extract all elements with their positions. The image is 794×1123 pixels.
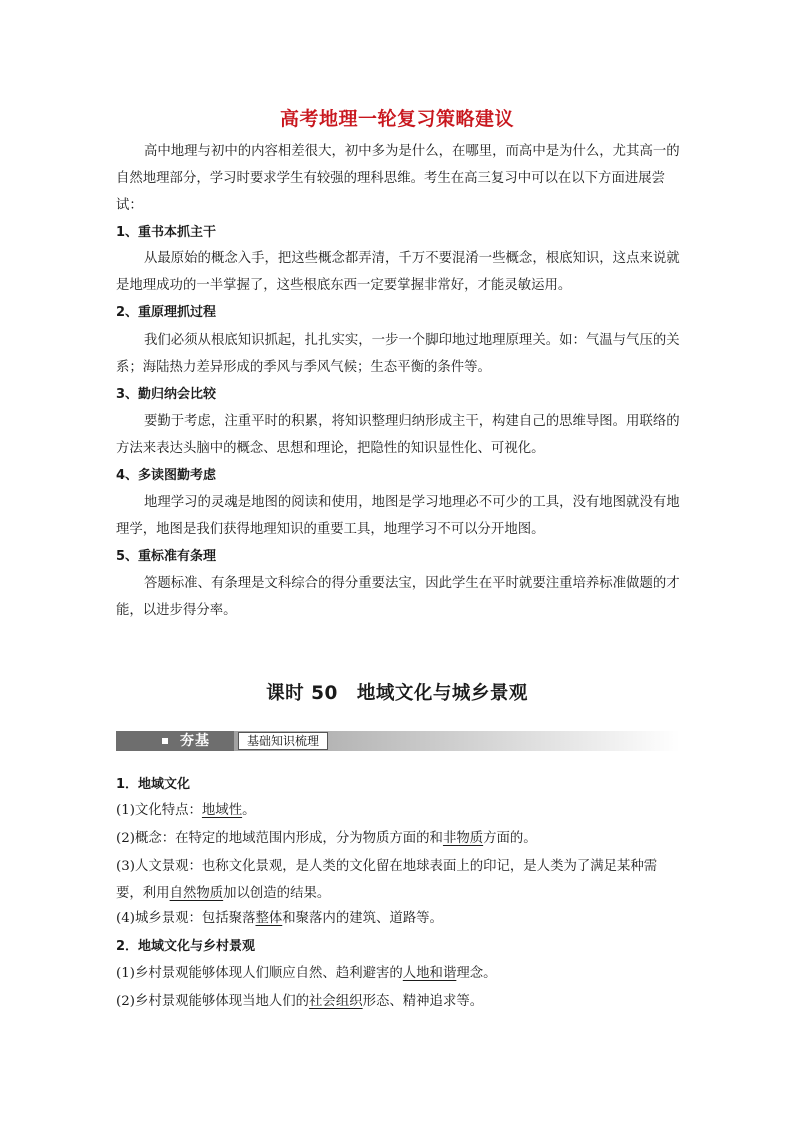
intro-paragraph: 高中地理与初中的内容相差很大，初中多为是什么，在哪里，而高中是为什么，尤其高一的自然地理部分，学习时要求学生有较强的理科思维。考生在高三复习中可以在以下方面进展尝试：: [116, 144, 680, 213]
section2-title: 2．地域文化与乡村景观: [116, 939, 256, 954]
section-banner: [116, 731, 680, 751]
item-text: (2)概念：在特定的地域范围内形成，分为物质方面的和: [116, 831, 443, 846]
section1-title: 1．地域文化: [116, 777, 191, 792]
item-text: 方面的。: [483, 831, 537, 846]
item-text: (1)文化特点：: [116, 803, 202, 818]
banner-square-icon: [162, 738, 168, 744]
item-keyword: 地域性: [201, 803, 243, 818]
section1-item-1: [116, 797, 680, 824]
tip-heading-4: 4、多读图勤考虑: [116, 468, 217, 483]
item-text: 加以创造的结果。: [223, 886, 331, 901]
tip-body-5: 答题标准、有条理是文科综合的得分重要法宝，因此学生在平时就要注重培养标准做题的才能，以进步得分率。: [116, 576, 680, 618]
section2-item-2: [116, 988, 680, 1015]
section1-item-4: [116, 905, 680, 932]
main-title: 高考地理一轮复习策略建议: [279, 108, 514, 130]
item-text: 和聚落内的建筑、道路等。: [282, 911, 443, 926]
item-text: 。: [242, 803, 256, 818]
tip-heading-1: 1、重书本抓主干: [116, 225, 217, 240]
banner-label: 夯基: [180, 733, 210, 749]
item-keyword: 自然物质: [169, 886, 224, 901]
item-text: (1)乡村景观能够体现人们顺应自然、趋利避害的: [116, 966, 403, 981]
item-text: (4)城乡景观：包括聚落: [116, 911, 256, 926]
tip-body-4: 地理学习的灵魂是地图的阅读和使用，地图是学习地理必不可少的工具，没有地图就没有地理学，地图是我们获得地理知识的重要工具，地理学习不可以分开地图。: [116, 495, 680, 537]
tip-heading-3: 3、勤归纳会比较: [116, 387, 217, 402]
item-text: 理念。: [456, 966, 497, 981]
tip-body-1: 从最原始的概念入手，把这些概念都弄清，千万不要混淆一些概念，根底知识，这点来说就是地理成功的一半掌握了，这些根底东西一定要掌握非常好，才能灵敏运用。: [116, 251, 680, 293]
tip-body-3: 要勤于考虑，注重平时的积累，将知识整理归纳形成主干，构建自己的思维导图。用联络的方法来表达头脑中的概念、思想和理论，把隐性的知识显性化、可视化。: [116, 414, 680, 456]
tip-body-2: 我们必须从根底知识抓起，扎扎实实，一步一个脚印地过地理原理关。如：气温与气压的关系；海陆热力差异形成的季风与季风气候；生态平衡的条件等。: [116, 333, 680, 375]
item-text: 形态、精神追求等。: [362, 994, 484, 1009]
item-keyword: 整体: [255, 911, 283, 926]
item-keyword: 非物质: [442, 831, 484, 846]
item-keyword: 人地和谐: [402, 966, 457, 981]
item-text: (3)人文景观：也称文化景观，是人类的文化留在地球表面上的印记，是人类为了满足某种需要，利用: [116, 859, 658, 901]
section2-item-1: [116, 960, 680, 987]
item-text: (2)乡村景观能够体现当地人们的: [116, 994, 310, 1009]
banner-tag: 基础知识梳理: [238, 732, 328, 750]
tip-heading-5: 5、重标准有条理: [116, 549, 217, 564]
section1-item-3: [116, 853, 680, 907]
item-keyword: 社会组织: [309, 994, 363, 1009]
section1-item-2: [116, 825, 680, 852]
tip-heading-2: 2、重原理抓过程: [116, 305, 217, 320]
banner-dark-block: [116, 731, 234, 751]
lesson-title: 课时 50 地域文化与城乡景观: [266, 683, 528, 704]
